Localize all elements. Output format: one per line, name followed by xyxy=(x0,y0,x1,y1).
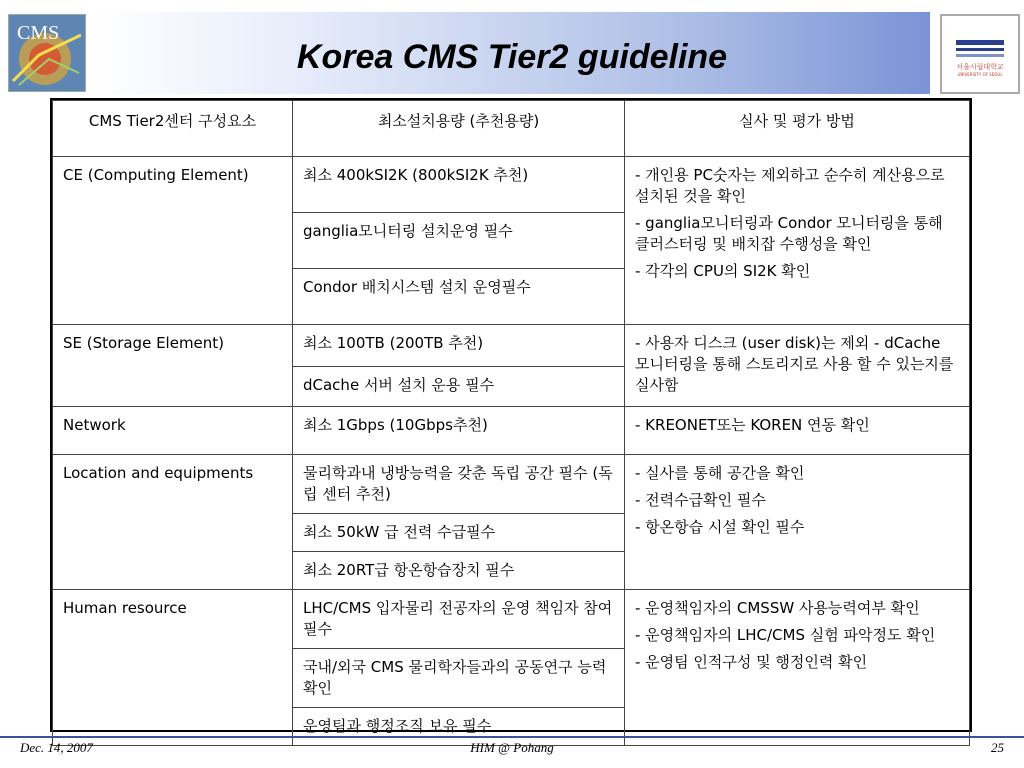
evaluation-item: - 개인용 PC숫자는 제외하고 순수히 계산용으로 설치된 것을 확인 xyxy=(635,166,945,205)
table-row xyxy=(53,157,970,213)
guideline-table xyxy=(50,98,972,735)
header-evaluation: 실사 및 평가 방법 xyxy=(625,101,970,157)
requirement-cell: 국내/외국 CMS 물리학자들과의 공동연구 능력 확인 xyxy=(293,649,625,708)
evaluation-item: - 전력수급확인 필수 xyxy=(635,491,766,509)
evaluation-item: - 각각의 CPU의 SI2K 확인 xyxy=(635,262,811,280)
requirement-cell: 최소 20RT급 항온항습장치 필수 xyxy=(293,552,625,590)
requirement-cell: 최소 100TB (200TB 추천) xyxy=(293,325,625,367)
requirement-cell: 최소 50kW 급 전력 수급필수 xyxy=(293,514,625,552)
evaluation-cell xyxy=(625,407,970,455)
requirement-cell: 운영팀과 행정조직 보유 필수 xyxy=(293,708,625,746)
requirement-cell: ganglia모니터링 설치운영 필수 xyxy=(293,213,625,269)
evaluation-cell xyxy=(625,455,970,590)
footer-event: HIM @ Pohang xyxy=(470,740,554,755)
evaluation-item: - 사용자 디스크 (user disk)는 제외 - dCache 모니터링을 통해 스토리지로 사용 할 수 있는지를 실사함 xyxy=(635,334,954,394)
title-band xyxy=(94,12,930,94)
evaluation-item: - 운영팀 인적구성 및 행정인력 확인 xyxy=(635,653,868,671)
table-row xyxy=(53,407,970,455)
evaluation-item: - 실사를 통해 공간을 확인 xyxy=(635,464,805,482)
requirement-cell: Condor 배치시스템 설치 운영필수 xyxy=(293,269,625,325)
requirement-cell: LHC/CMS 입자물리 전공자의 운영 책임자 참여 필수 xyxy=(293,590,625,649)
evaluation-item: - ganglia모니터링과 Condor 모니터링을 통해 클러스터링 및 배치잡 수행성을 확인 xyxy=(635,214,943,253)
footer-date: Dec. 14, 2007 xyxy=(20,740,93,755)
page-number: 25 xyxy=(991,740,1004,755)
evaluation-item: - 항온항습 시설 확인 필수 xyxy=(635,518,805,536)
header-component: CMS Tier2센터 구성요소 xyxy=(53,101,293,157)
table-header-row xyxy=(53,101,970,157)
component-cell: Human resource xyxy=(53,590,293,746)
requirement-cell: dCache 서버 설치 운용 필수 xyxy=(293,367,625,407)
evaluation-item: - KREONET또는 KOREN 연동 확인 xyxy=(635,416,870,434)
svg-text:서울시립대학교: 서울시립대학교 xyxy=(956,63,1004,71)
evaluation-cell xyxy=(625,325,970,407)
table-row xyxy=(53,325,970,367)
cms-logo xyxy=(8,14,86,92)
component-cell: CE (Computing Element) xyxy=(53,157,293,325)
footer-divider xyxy=(0,736,1024,738)
svg-text:UNIVERSITY OF SEOUL: UNIVERSITY OF SEOUL xyxy=(957,72,1003,77)
evaluation-item: - 운영책임자의 CMSSW 사용능력여부 확인 xyxy=(635,599,920,617)
svg-text:CMS: CMS xyxy=(17,22,60,44)
evaluation-cell xyxy=(625,590,970,746)
evaluation-cell xyxy=(625,157,970,325)
page-title: Korea CMS Tier2 guideline xyxy=(296,38,728,76)
component-cell: Location and equipments xyxy=(53,455,293,590)
requirement-cell: 최소 400kSI2K (800kSI2K 추천) xyxy=(293,157,625,213)
university-logo xyxy=(940,14,1020,94)
component-cell: SE (Storage Element) xyxy=(53,325,293,407)
header-capacity: 최소설치용량 (추천용량) xyxy=(293,101,625,157)
component-cell: Network xyxy=(53,407,293,455)
evaluation-item: - 운영책임자의 LHC/CMS 실험 파악정도 확인 xyxy=(635,626,936,644)
table-row xyxy=(53,590,970,649)
requirement-cell: 물리학과내 냉방능력을 갖춘 독립 공간 필수 (독립 센터 추천) xyxy=(293,455,625,514)
table-row xyxy=(53,455,970,514)
requirement-cell: 최소 1Gbps (10Gbps추천) xyxy=(293,407,625,455)
